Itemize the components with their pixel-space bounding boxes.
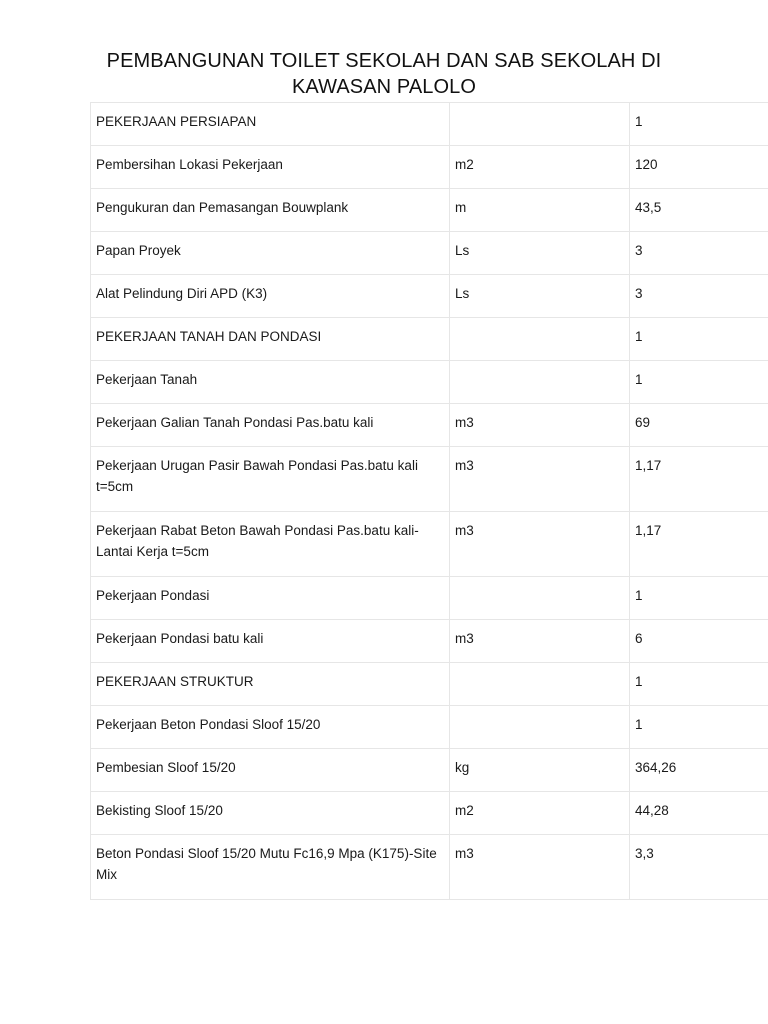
unit-cell: m2 [450, 146, 630, 189]
unit-cell [450, 361, 630, 404]
quantity-cell: 44,28 [630, 792, 768, 835]
description-cell: PEKERJAAN STRUKTUR [91, 663, 450, 706]
unit-cell: kg [450, 749, 630, 792]
description-cell: Pembersihan Lokasi Pekerjaan [91, 146, 450, 189]
description-cell: Beton Pondasi Sloof 15/20 Mutu Fc16,9 Mpa (K175)-Site Mix [91, 835, 450, 900]
table-row [91, 361, 768, 404]
description-cell: Papan Proyek [91, 232, 450, 275]
table-row [91, 146, 768, 189]
table-row [91, 404, 768, 447]
description-cell: Pekerjaan Pondasi batu kali [91, 620, 450, 663]
quantity-cell: 1,17 [630, 447, 768, 512]
description-cell: Pekerjaan Rabat Beton Bawah Pondasi Pas.batu kali-Lantai Kerja t=5cm [91, 512, 450, 577]
description-cell: Pekerjaan Beton Pondasi Sloof 15/20 [91, 706, 450, 749]
description-cell: PEKERJAAN TANAH DAN PONDASI [91, 318, 450, 361]
description-cell: Pembesian Sloof 15/20 [91, 749, 450, 792]
quantity-cell: 120 [630, 146, 768, 189]
table-row [91, 318, 768, 361]
quantity-cell: 3 [630, 275, 768, 318]
title-line-1: PEMBANGUNAN TOILET SEKOLAH DAN SAB SEKOLAH DI [106, 50, 662, 72]
unit-cell: m3 [450, 512, 630, 577]
quantity-cell: 1 [630, 577, 768, 620]
unit-cell [450, 577, 630, 620]
quantity-cell: 1 [630, 706, 768, 749]
table-row [91, 663, 768, 706]
quantity-cell: 3 [630, 232, 768, 275]
description-cell: Bekisting Sloof 15/20 [91, 792, 450, 835]
description-cell: PEKERJAAN PERSIAPAN [91, 103, 450, 146]
unit-cell [450, 318, 630, 361]
table-row [91, 706, 768, 749]
table-row [91, 792, 768, 835]
table-row [91, 189, 768, 232]
description-cell: Pengukuran dan Pemasangan Bouwplank [91, 189, 450, 232]
table-row [91, 275, 768, 318]
bill-of-quantities-table [90, 102, 768, 900]
table-row [91, 749, 768, 792]
table-row [91, 577, 768, 620]
unit-cell [450, 663, 630, 706]
document-title [0, 48, 768, 100]
description-cell: Pekerjaan Tanah [91, 361, 450, 404]
table-row [91, 447, 768, 512]
table-row [91, 620, 768, 663]
unit-cell: Ls [450, 232, 630, 275]
unit-cell: m3 [450, 620, 630, 663]
table-row [91, 103, 768, 146]
description-cell: Pekerjaan Pondasi [91, 577, 450, 620]
quantity-cell: 364,26 [630, 749, 768, 792]
quantity-cell: 69 [630, 404, 768, 447]
quantity-cell: 6 [630, 620, 768, 663]
description-cell: Alat Pelindung Diri APD (K3) [91, 275, 450, 318]
quantity-cell: 1 [630, 361, 768, 404]
description-cell: Pekerjaan Galian Tanah Pondasi Pas.batu kali [91, 404, 450, 447]
unit-cell: m3 [450, 447, 630, 512]
unit-cell: m [450, 189, 630, 232]
table-body [91, 103, 768, 900]
quantity-cell: 1 [630, 663, 768, 706]
table-row [91, 512, 768, 577]
unit-cell: m2 [450, 792, 630, 835]
quantity-cell: 43,5 [630, 189, 768, 232]
description-cell: Pekerjaan Urugan Pasir Bawah Pondasi Pas.batu kali t=5cm [91, 447, 450, 512]
title-line-2: KAWASAN PALOLO [291, 76, 477, 98]
quantity-cell: 1 [630, 318, 768, 361]
unit-cell: m3 [450, 404, 630, 447]
unit-cell: Ls [450, 275, 630, 318]
table-row [91, 232, 768, 275]
table-row [91, 835, 768, 900]
quantity-cell: 1 [630, 103, 768, 146]
quantity-cell: 3,3 [630, 835, 768, 900]
unit-cell [450, 706, 630, 749]
quantity-cell: 1,17 [630, 512, 768, 577]
unit-cell: m3 [450, 835, 630, 900]
unit-cell [450, 103, 630, 146]
